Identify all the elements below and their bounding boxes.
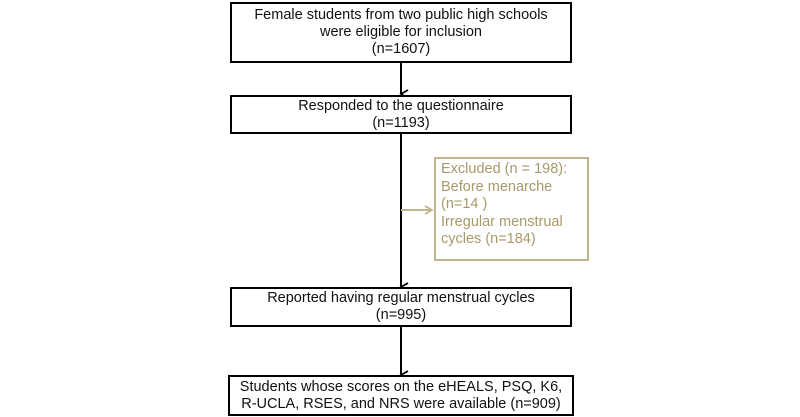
- exclusion-line: Irregular menstrual: [441, 213, 563, 230]
- box-line: Responded to the questionnaire: [298, 97, 504, 114]
- final-sample-box: [228, 375, 574, 416]
- exclusion-line: cycles (n=184): [441, 231, 536, 247]
- box-line: R-UCLA, RSES, and NRS were available (n=909): [241, 395, 561, 412]
- eligible-box: [230, 2, 572, 63]
- exclusion-line: Excluded (n = 198):: [441, 161, 568, 177]
- regular-cycles-box: [230, 287, 572, 327]
- exclusion-box: [434, 157, 589, 261]
- box-line: were eligible for inclusion: [320, 24, 482, 40]
- exclusion-line: (n=14 ): [441, 196, 488, 212]
- exclusion-line: Before menarche: [441, 178, 553, 195]
- box-line: (n=1607): [371, 41, 431, 57]
- box-line: Female students from two public high schools: [254, 7, 548, 23]
- box-line: (n=995): [375, 307, 427, 323]
- box-line: (n=1193): [372, 114, 430, 131]
- responded-box: [230, 95, 572, 134]
- box-line: Reported having regular menstrual cycles: [267, 290, 535, 306]
- box-line: Students whose scores on the eHEALS, PSQ, K6,: [239, 378, 563, 395]
